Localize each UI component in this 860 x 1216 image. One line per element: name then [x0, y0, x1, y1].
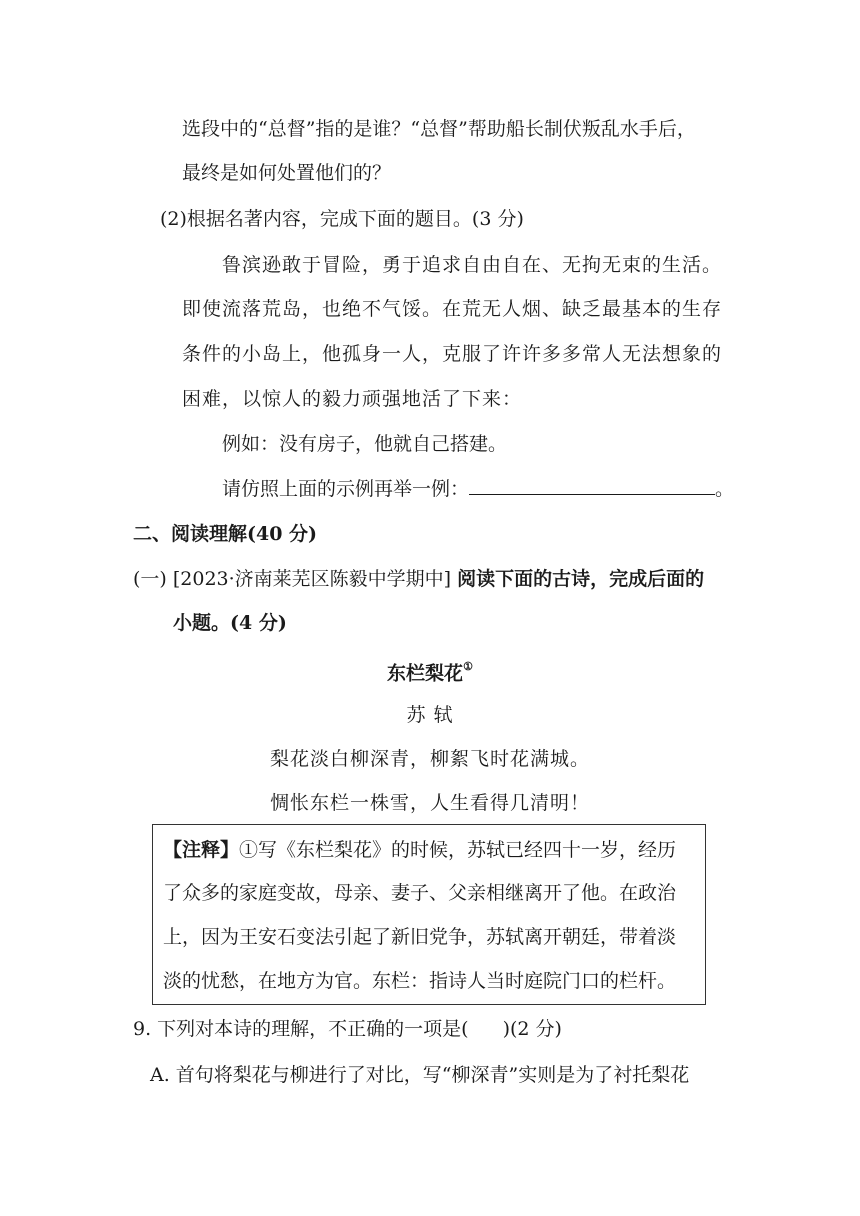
- part1-heading: [133, 566, 704, 592]
- answer-blank[interactable]: [469, 476, 715, 495]
- note-label: 【注释】: [163, 839, 240, 861]
- passage-line-4: 困难，以惊人的毅力顽强地活了下来：: [182, 388, 523, 410]
- q9-stem-start: 9. 下列对本诗的理解，不正确的一项是(: [133, 1018, 469, 1040]
- question-9-stem: [133, 1016, 562, 1042]
- instruction-text: 请仿照上面的示例再举一例：: [222, 478, 470, 500]
- poem-line-2: 惆怅东栏一株雪，人生看得几清明！: [269, 792, 590, 814]
- note-line-3: 上，因为王安石变法引起了新旧党争，苏轼离开朝廷，带着淡: [163, 926, 677, 948]
- annotation-box: [152, 824, 706, 1005]
- poem-title: [0, 656, 860, 686]
- passage-line-2: 即使流落荒岛，也绝不气馁。在荒无人烟、缺乏最基本的生存: [182, 298, 723, 320]
- q9-stem-end: )(2 分): [502, 1018, 562, 1040]
- q8-text-line-1: 选段中的“总督”指的是谁？“总督”帮助船长制伏叛乱水手后，: [182, 118, 696, 140]
- section-heading: 二、阅读理解(40 分): [133, 523, 318, 545]
- part1-source: [2023·济南莱芜区陈毅中学期中]: [172, 568, 452, 590]
- instruction-line: [222, 476, 734, 502]
- note-line-1: [163, 837, 676, 863]
- q8-part2-prompt: (2)根据名著内容，完成下面的题目。(3 分): [160, 208, 524, 230]
- part1-label: (一): [133, 568, 167, 590]
- poem-author: 苏 轼: [406, 704, 454, 726]
- part1-instruction: 阅读下面的古诗，完成后面的: [457, 568, 705, 590]
- poem-title-note-mark: ①: [463, 660, 473, 673]
- poem-line-1: 梨花淡白柳深青，柳絮飞时花满城。: [269, 748, 590, 770]
- passage-line-3: 条件的小岛上，他孤身一人，克服了许许多多常人无法想象的: [182, 343, 723, 365]
- passage-line-1: 鲁滨逊敢于冒险，勇于追求自由自在、无拘无束的生活。: [222, 254, 723, 276]
- note-line-2: 了众多的家庭变故，母亲、妻子、父亲相继离开了他。在政治: [163, 882, 677, 904]
- q9-option-a: A. 首句将梨花与柳进行了对比，写“柳深青”实则是为了衬托梨花: [150, 1064, 690, 1086]
- instruction-end: 。: [715, 478, 735, 500]
- note-text-1: ①写《东栏梨花》的时候，苏轼已经四十一岁，经历: [239, 839, 677, 861]
- poem-title-text: 东栏梨花: [387, 662, 464, 685]
- q8-text-line-2: 最终是如何处置他们的？: [182, 162, 392, 184]
- example-text: 例如：没有房子，他就自己搭建。: [222, 433, 508, 455]
- part1-instruction-line-2: 小题。(4 分): [173, 612, 287, 634]
- note-line-4: 淡的忧愁，在地方为官。东栏：指诗人当时庭院门口的栏杆。: [163, 970, 677, 992]
